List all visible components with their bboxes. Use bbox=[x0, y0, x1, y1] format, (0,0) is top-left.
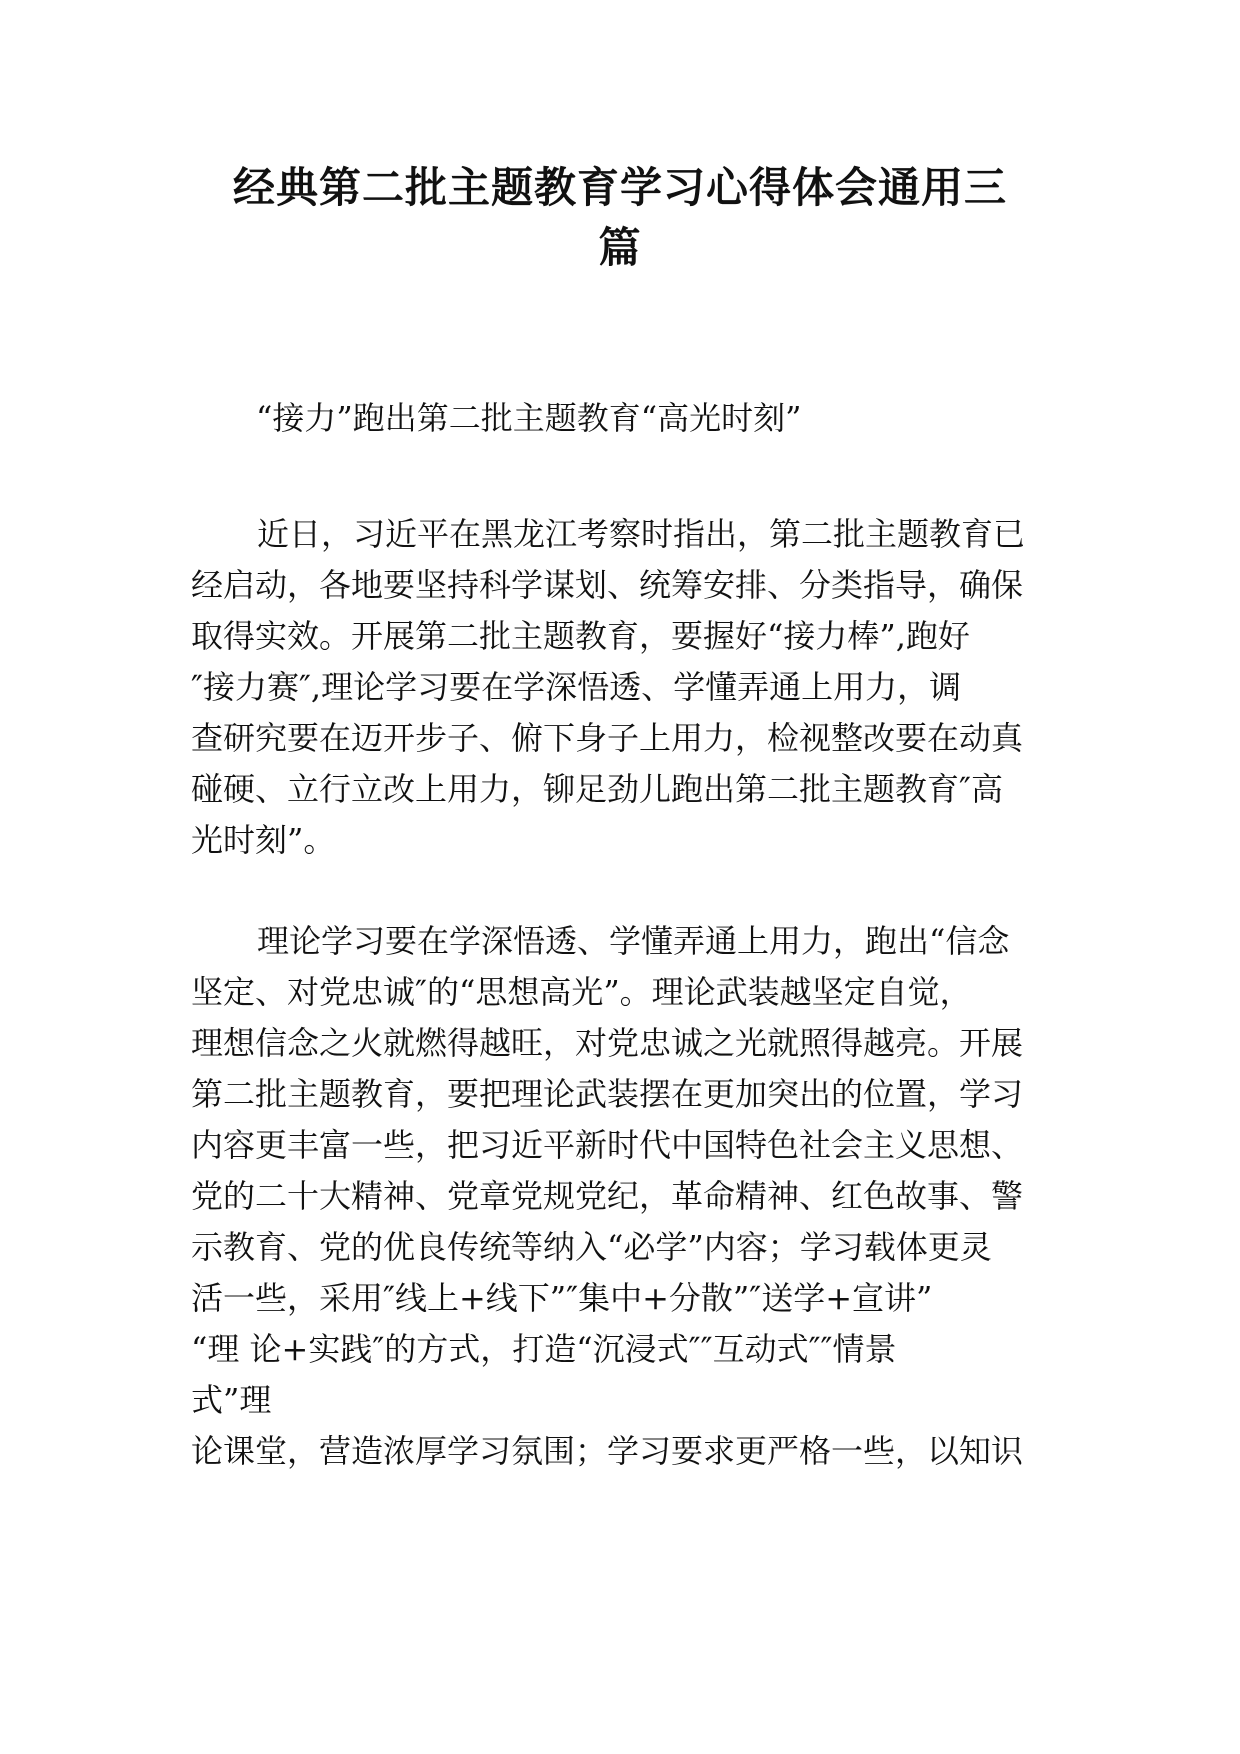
paragraph-line: 论课堂，营造浓厚学习氛围；学习要求更严格一些，以知识 bbox=[191, 1432, 1024, 1470]
document-title bbox=[190, 158, 1050, 278]
paragraph-line: 活一些，采用″线上+线下”″集中+分散”″送学+宣讲” bbox=[191, 1279, 933, 1317]
paragraph-line: 光时刻”。 bbox=[191, 821, 336, 859]
paragraph-line: 内容更丰富一些，把习近平新时代中国特色社会主义思想、 bbox=[191, 1126, 1024, 1164]
body-paragraph bbox=[191, 916, 1051, 1477]
paragraph-line: 查研究要在迈开步子、俯下身子上用力，检视整改要在动真 bbox=[191, 719, 1024, 757]
paragraph-line: 理论学习要在学深悟透、学懂弄通上用力，跑出“信念 bbox=[257, 922, 1010, 960]
paragraph-line: “理 论+实践″的方式，打造“沉浸式″″互动式″″情景 bbox=[191, 1330, 897, 1368]
paragraph-line: 经启动，各地要坚持科学谋划、统筹安排、分类指导，确保 bbox=[191, 566, 1024, 604]
title-line: 篇 bbox=[598, 223, 642, 272]
paragraph-line: 坚定、对党忠诚″的“思想高光”。理论武装越坚定自觉， bbox=[191, 973, 972, 1011]
paragraph-line: 第二批主题教育，要把理论武装摆在更加突出的位置，学习 bbox=[191, 1075, 1024, 1113]
paragraph-line: 党的二十大精神、党章党规党纪，革命精神、红色故事、警 bbox=[191, 1177, 1024, 1215]
paragraph-line: 取得实效。开展第二批主题教育，要握好“接力棒”,跑好 bbox=[191, 617, 970, 655]
paragraph-line: 理想信念之火就燃得越旺，对党忠诚之光就照得越亮。开展 bbox=[191, 1024, 1024, 1062]
body-paragraph bbox=[191, 509, 1051, 866]
paragraph-line: ″接力赛″,理论学习要在学深悟透、学懂弄通上用力，调 bbox=[191, 668, 962, 706]
paragraph-line: 碰硬、立行立改上用力，铆足劲儿跑出第二批主题教育″高 bbox=[191, 770, 1003, 808]
paragraph-line: 示教育、党的优良传统等纳入“必学”内容；学习载体更灵 bbox=[191, 1228, 992, 1266]
section-heading: “接力”跑出第二批主题教育“高光时刻” bbox=[256, 399, 802, 437]
title-line: 经典第二批主题教育学习心得体会通用三 bbox=[232, 163, 1007, 212]
paragraph-line: 式”理 bbox=[191, 1381, 272, 1419]
paragraph-line: 近日，习近平在黑龙江考察时指出，第二批主题教育已 bbox=[257, 515, 1026, 553]
